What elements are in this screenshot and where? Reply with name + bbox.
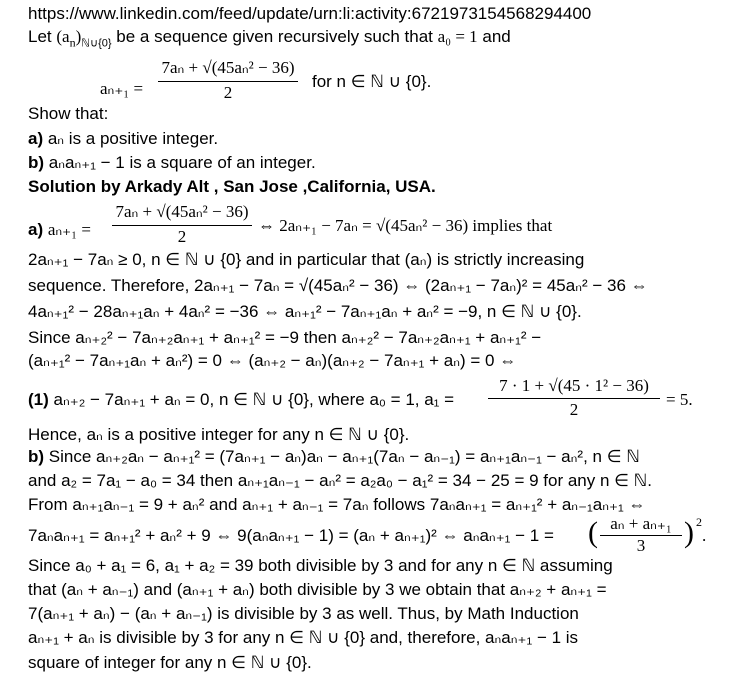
part-a-lhs: aₙ₊₁ = bbox=[47, 220, 91, 239]
recurrence-fraction-bar bbox=[158, 81, 298, 82]
part-a-numerator: 7aₙ + √(45aₙ² − 36) bbox=[115, 202, 249, 221]
part-a-rhs: ⇔ 2aₙ₊₁ − 7aₙ = √(45aₙ² − 36) implies that bbox=[258, 216, 553, 235]
eq1-rhs: = 5. bbox=[666, 390, 693, 409]
recurrence-lhs: aₙ₊₁ = bbox=[100, 79, 144, 98]
task-b-text: aₙaₙ₊₁ − 1 is a square of an integer. bbox=[44, 153, 316, 172]
eq1-line bbox=[28, 390, 454, 410]
eq1-text: aₙ₊₂ − 7aₙ₊₁ + aₙ = 0, n ∈ ℕ ∪ {0}, where a₀ = 1, a₁ = bbox=[48, 390, 455, 409]
part-a-first-line bbox=[28, 220, 91, 240]
part-a-label: a) bbox=[28, 220, 44, 239]
part-b-line-4: 7aₙaₙ₊₁ = aₙ₊₁² + aₙ² + 9 ⇔ 9(aₙaₙ₊₁ − 1) = (aₙ + aₙ₊₁)² ⇔ aₙaₙ₊₁ − 1 = bbox=[28, 526, 554, 545]
part-b-line-8: aₙ₊₁ + aₙ is divisible by 3 for any n ∈ ℕ ∪ {0} and, therefore, aₙaₙ₊₁ − 1 is bbox=[28, 628, 579, 647]
part-b-label: b) bbox=[28, 447, 45, 466]
solution-header: Solution by Arkady Alt , San Jose ,California, USA. bbox=[28, 177, 436, 196]
task-b-label: b) bbox=[28, 153, 45, 172]
part-b-line-3: From aₙ₊₁aₙ₋₁ = 9 + aₙ² and aₙ₊₁ + aₙ₋₁ = 7aₙ follows 7aₙaₙ₊₁ = aₙ₊₁² + aₙ₋₁aₙ₊₁ ⇔ bbox=[28, 495, 646, 514]
task-show: Show that: bbox=[28, 104, 109, 123]
part-b-line-4-denominator: 3 bbox=[636, 536, 646, 555]
part-b-line-7: 7(aₙ₊₁ + aₙ) − (aₙ + aₙ₋₁) is divisible by 3 as well. Thus, by Math Induction bbox=[28, 604, 579, 623]
part-a-line-2: 2aₙ₊₁ − 7aₙ ≥ 0, n ∈ ℕ ∪ {0} and in particular that (aₙ) is strictly increasing bbox=[28, 250, 585, 269]
part-b-line-1 bbox=[28, 447, 640, 467]
part-a-denominator: 2 bbox=[177, 227, 187, 246]
task-b bbox=[28, 153, 316, 173]
part-a-line-4: 4aₙ₊₁² − 28aₙ₊₁aₙ + 4aₙ² = −36 ⇔ aₙ₊₁² − 7aₙ₊₁aₙ + aₙ² = −9, n ∈ ℕ ∪ {0}. bbox=[28, 302, 582, 321]
task-a-label: a) bbox=[28, 129, 44, 148]
part-b-close-paren: ) bbox=[684, 516, 694, 549]
task-a bbox=[28, 129, 218, 149]
part-b-open-paren: ( bbox=[588, 516, 598, 549]
source-url[interactable]: https://www.linkedin.com/feed/update/urn:li:activity:6721973154568294400 bbox=[28, 4, 592, 23]
intro-index-set: ℕ∪{0} bbox=[81, 37, 112, 50]
part-b-period: . bbox=[702, 526, 707, 545]
part-b-line-6: that (aₙ + aₙ₋₁) and (aₙ₊₁ + aₙ) both divisible by 3 we obtain that aₙ₊₂ + aₙ₊₁ = bbox=[28, 580, 607, 599]
part-b-exponent: 2 bbox=[696, 515, 702, 529]
part-b-line-5: Since a₀ + a₁ = 6, a₁ + a₂ = 39 both divisible by 3 and for any n ∈ ℕ assuming bbox=[28, 556, 613, 575]
part-b-line-2: and a₂ = 7a₁ − a₀ = 34 then aₙ₊₁aₙ₋₁ − aₙ² = a₂a₀ − a₁² = 34 − 25 = 9 for any n ∈ ℕ. bbox=[28, 471, 653, 490]
part-a-fraction-bar bbox=[112, 225, 252, 226]
intro-seq-name: (a bbox=[56, 27, 70, 46]
eq1-fraction-bar bbox=[488, 398, 660, 399]
intro-seq-sub: n bbox=[69, 35, 76, 50]
eq1-numerator: 7 · 1 + √(45 · 1² − 36) bbox=[499, 376, 649, 395]
intro-a0: a₀ = 1 bbox=[437, 27, 478, 46]
intro-text: be a sequence given recursively such that bbox=[111, 27, 438, 46]
recurrence-condition: for n ∈ ℕ ∪ {0}. bbox=[312, 72, 432, 91]
intro-seq-close: ) bbox=[75, 27, 82, 46]
intro-line bbox=[28, 27, 511, 53]
eq1-denominator: 2 bbox=[569, 400, 579, 419]
part-a-line-6: (aₙ₊₁² − 7aₙ₊₁aₙ + aₙ²) = 0 ⇔ (aₙ₊₂ − aₙ)(aₙ₊₂ − 7aₙ₊₁ + aₙ) = 0 ⇔ bbox=[28, 351, 517, 370]
part-b-line-9: square of integer for any n ∈ ℕ ∪ {0}. bbox=[28, 653, 312, 672]
part-a-line-3: sequence. Therefore, 2aₙ₊₁ − 7aₙ = √(45aₙ² − 36) ⇔ (2aₙ₊₁ − 7aₙ)² = 45aₙ² − 36 ⇔ bbox=[28, 276, 648, 295]
part-a-conclusion: Hence, aₙ is a positive integer for any n ∈ ℕ ∪ {0}. bbox=[28, 425, 410, 444]
part-b-line-4-numerator: aₙ + aₙ₊₁ bbox=[610, 514, 672, 533]
recurrence-numerator: 7aₙ + √(45aₙ² − 36) bbox=[161, 58, 295, 77]
recurrence-denominator: 2 bbox=[223, 83, 233, 102]
intro-and: and bbox=[477, 27, 511, 46]
intro-let: Let bbox=[28, 27, 57, 46]
task-a-text: aₙ is a positive integer. bbox=[43, 129, 219, 148]
eq1-label: (1) bbox=[28, 390, 49, 409]
part-b-line-1-text: Since aₙ₊₂aₙ − aₙ₊₁² = (7aₙ₊₁ − aₙ)aₙ − aₙ₊₁(7aₙ − aₙ₋₁) = aₙ₊₁aₙ₋₁ − aₙ², n ∈ ℕ bbox=[44, 447, 640, 466]
part-a-line-5: Since aₙ₊₂² − 7aₙ₊₂aₙ₊₁ + aₙ₊₁² = −9 then aₙ₊₂² − 7aₙ₊₂aₙ₊₁ + aₙ₊₁² − bbox=[28, 328, 542, 347]
